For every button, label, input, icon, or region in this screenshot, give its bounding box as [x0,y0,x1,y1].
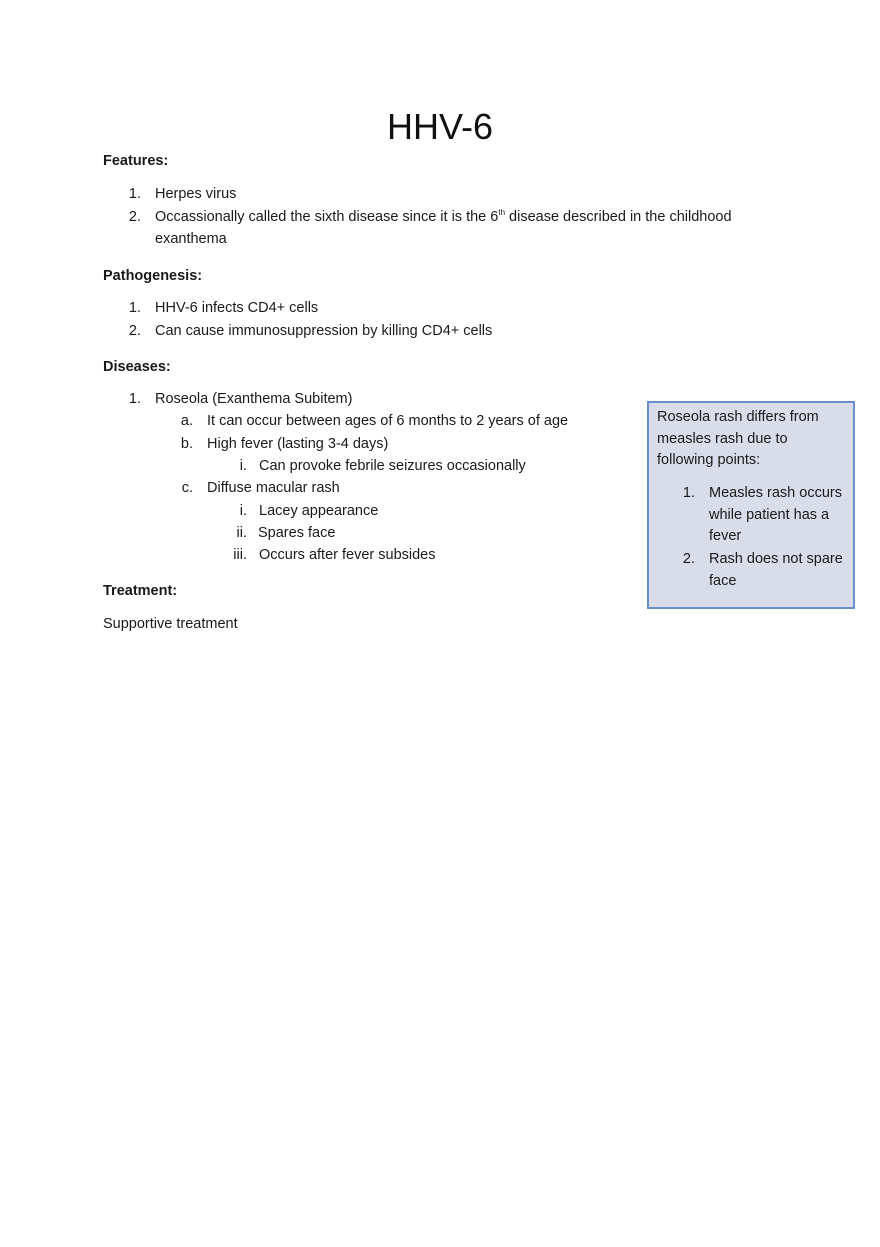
box-list-item: while patient has a [709,507,830,523]
sub-sub-list-item: Can provoke febrile seizures occasionally [259,458,526,474]
treatment-text: Supportive treatment [103,616,238,632]
list-number: 2. [128,209,141,225]
box-list-item: Rash does not spare [709,551,843,567]
box-list-item: face [709,573,737,589]
list-number: 1. [128,186,141,202]
sub-list-item: Diffuse macular rash [207,480,340,496]
list-letter: a. [180,413,193,429]
list-number: 1. [682,485,695,501]
list-item: Herpes virus [155,186,237,202]
list-item-text: Occassionally called the sixth disease since it is the 6 [155,209,499,225]
treatment-heading: Treatment: [103,583,178,599]
box-list-item: fever [709,528,742,544]
box-intro: following points: [657,452,761,468]
box-intro: Roseola rash differs from [657,409,819,425]
list-number: 2. [682,551,695,567]
list-number: 2. [128,323,141,339]
sub-sub-list-item: Lacey appearance [259,503,379,519]
diseases-heading: Diseases: [103,359,171,375]
superscript: th [498,208,506,218]
list-roman: ii. [236,525,247,541]
list-number: 1. [128,300,141,316]
features-heading: Features: [103,153,169,169]
pathogenesis-heading: Pathogenesis: [103,268,203,284]
box-list-item: Measles rash occurs [709,485,842,501]
list-letter: c. [181,480,193,496]
sub-sub-list-item: Spares face [258,525,336,541]
list-item-continuation: exanthema [155,231,227,247]
box-intro: measles rash due to [657,431,788,447]
list-roman: iii. [233,547,247,563]
page-title: HHV-6 [386,106,494,147]
list-number: 1. [128,391,141,407]
list-item: Roseola (Exanthema Subitem) [155,391,353,407]
sub-list-item: It can occur between ages of 6 months to 2 years of age [207,413,569,429]
list-roman: i. [239,503,247,519]
sub-list-item: High fever (lasting 3-4 days) [207,436,389,452]
list-item-text: disease described in the childhood [505,209,732,225]
roseola-comparison-box [647,401,855,609]
sub-sub-list-item: Occurs after fever subsides [259,547,436,563]
list-item: HHV-6 infects CD4+ cells [155,300,319,316]
list-roman: i. [239,458,247,474]
list-item: Can cause immunosuppression by killing CD4+ cells [155,323,493,339]
list-item [155,209,732,225]
list-letter: b. [180,436,193,452]
